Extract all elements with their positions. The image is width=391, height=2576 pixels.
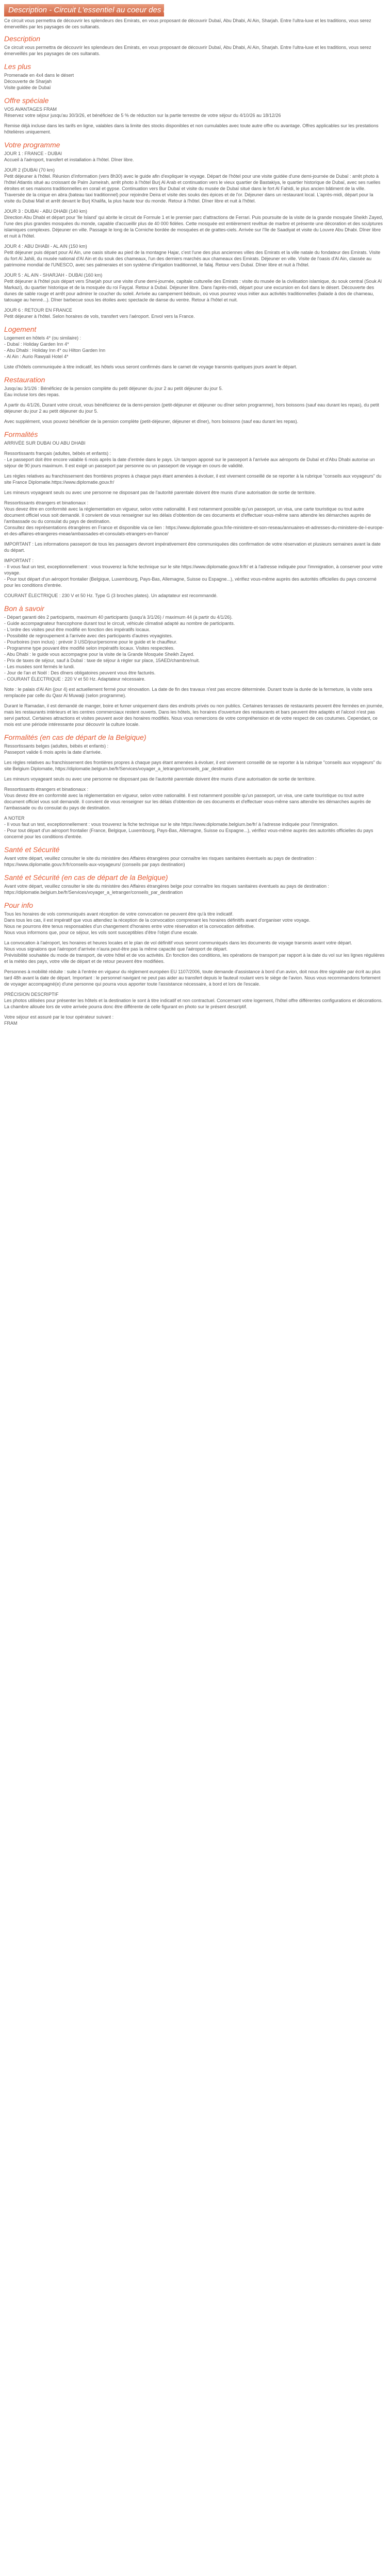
section-paragraph: A NOTER - Il vous faut un test, exceptionnellement : vous trouverez la fiche technique sur le site https://www.diplomatie.belgium.be/fr/ à l'adresse indiquée pour l'immigration. - Pour tout départ d'un aéroport frontalier (France, Belgique, Luxembourg, Pays-Bas, Allemagne, Suisse ou Espagne...), vérifiez vous-même auprès des autorités officielles du pays concerné pour les conditions d'entrée.: [4, 816, 373, 839]
section-paragraph: La convocation à l'aéroport, les horaires et heures locales et le plan de vol définitif vous seront communiqués dans les documents de voyage transmis avant votre départ. Nous vous signalons que l'aéroport d'arrivée n'aura peut-être pas la même capacité que l'aéroport de départ. Prévisibilité souhaitée du mode de transport, de votre hôtel et de vos activités. En fonction des conditions, les opérations de transport par rapport à la date du vol sur les lignes régulières et la météo des pays, votre ville de départ et de retour peuvent être modifiées.: [4, 940, 385, 964]
section-title: Restauration: [4, 376, 45, 384]
section-paragraph: JOUR 4 : ABU DHABI - AL AIN (150 km) Petit déjeuner puis départ pour Al Ain, une oasis située au pied de la montagne Hajar, c'est l'une des plus anciennes villes des Emirats et la ville natale du fondateur des Emirats. Visite du fort Al Jahili, du musée national d'Al Ain et du souk des chameaux, l'un des derniers marchés aux chameaux des Emirats. Déjeuner en ville. Visite de l'oasis d'Al Ain, classée au patrimoine mondial de l'UNESCO, avec ses palmeraies et son système d'irrigation traditionnel, le falaj. Retour vers Dubaï. Dîner libre et nuit à l'hôtel.: [4, 244, 381, 267]
section-paragraph: JOUR 6 : RETOUR EN FRANCE Petit déjeuner à l'hôtel. Selon horaires de vols, transfert vers l'aéroport. Envol vers la France.: [4, 308, 195, 319]
section-paragraph: Les mineurs voyageant seuls ou avec une personne ne disposant pas de l'autorité parentale doivent être munis d'une autorisation de sortie de territoire.: [4, 776, 316, 782]
section-title: Santé et Sécurité: [4, 845, 60, 854]
section-title: Bon à savoir: [4, 604, 44, 613]
section-paragraph: Personnes à mobilité réduite : suite à l'entrée en vigueur du règlement européen EU 1107/2006, toute demande d'assistance à bord d'un avion, doit nous être signalée par écrit au plus tard 48h avant la date de départ. Important : le personnel navigant ne peut pas aider au transfert depuis le fauteuil roulant vers le siège de l'avion. Nous vous recommandons fortement de voyager accompagné(e) d'une personne qui pourra vous apporter toute l'assistance nécessaire, à bord et lors de l'escale.: [4, 969, 381, 987]
section-title: Formalités: [4, 430, 38, 438]
section-paragraph: Votre séjour est assuré par le tour opérateur suivant : FRAM: [4, 1014, 114, 1026]
section-paragraph: Avec supplément, vous pouvez bénéficier de la pension complète (petit-déjeuner, déjeuner et dîner), hors boissons (sauf eau durant les repas).: [4, 419, 299, 424]
section-title: Les plus: [4, 62, 31, 71]
section-paragraph: Promenade en 4x4 dans le désert Découverte de Sharjah Visite guidée de Dubaï: [4, 73, 74, 90]
section-paragraph: JOUR 1 : FRANCE - DUBAI Accueil à l'aéroport, transfert et installation à l'hôtel. Dîner libre.: [4, 151, 134, 162]
section-paragraph: COURANT ÉLECTRIQUE : 230 V et 50 Hz. Type G (3 broches plates). Un adaptateur est recommandé.: [4, 593, 218, 598]
intro-paragraph: Ce circuit vous permettra de découvrir les splendeurs des Emirats, en vous proposant de découvrir Dubaï, Abu Dhabi, Al Ain, Sharjah. Entre l'ultra-luxe et les traditions, vous serez émerveillés par les paysages de ces sultanats.: [4, 18, 371, 29]
section-paragraph: Ressortissants français (adultes, bébés et enfants) : - Le passeport doit être encore valable 6 mois après la date d'entrée dans le pays. Un tampon apposé sur le passeport à l'arrivée aux aéroports de Dubaï et d'Abu Dhabi autorise un séjour de 90 jours maximum. Il est exigé un passeport par personne ou un passeport de voyage en cours de validité.: [4, 451, 375, 468]
page: [0, 4, 391, 1026]
section-paragraph: IMPORTANT : Les informations passeport de tous les passagers devront impérativement être communiquées dès confirmation de votre réservation et plusieurs semaines avant la date du départ.: [4, 541, 381, 553]
section-paragraph: - Départ garanti dès 2 participants, maximum 40 participants (jusqu'à 3/1/26) / maximum 44 (à partir du 4/1/26). - Guide accompagnateur francophone durant tout le circuit, véhicule climatisé adapté au nombre de participants. - L'ordre des visites peut être modifié en fonction des impératifs locaux. - Possibilité de regroupement à l'arrivée avec des participants d'autres voyagistes. - Pourboires (non inclus) : prévoir 3 USD/jour/personne pour le guide et le chauffeur. - Programme type pouvant être modifié selon impératifs locaux. Visites respectées. - Abu Dhabi : le guide vous accompagne pour la visite de la Grande Mosquée Sheikh Zayed. - Prix de taxes de séjour, sauf à Dubaï : taxe de séjour à régler sur place, 15AED/chambre/nuit. - Les musées sont fermés le lundi. - Jour de l'an et Noël : Des dîners obligatoires peuvent vous être facturés. - COURANT ÉLECTRIQUE : 220 V et 50 Hz. Adaptateur nécessaire.: [4, 615, 235, 682]
section-paragraph: Les règles relatives au franchissement des frontières propres à chaque pays étant amenées à évoluer, il est vivement conseillé de se reporter à la rubrique "conseils aux voyageurs" du site Belgium Diplomatie, https://diplomatie.belgium.be/fr/Services/voyager_a_letranger/conseils_par_destination: [4, 760, 382, 771]
section-paragraph: IMPORTANT : - Il vous faut un test, exceptionnellement : vous trouverez la fiche technique sur le site https://www.diplomatie.gouv.fr/fr/ et à l'adresse indiquée pour l'immigration, à conserver pour votre voyage. - Pour tout départ d'un aéroport frontalier (Belgique, Luxembourg, Pays-Bas, Allemagne, Suisse ou Espagne...), vérifiez vous-même auprès des autorités officielles du pays concerné pour les conditions d'entrée.: [4, 558, 383, 588]
section-paragraph: JOUR 3 : DUBAI - ABU DHABI (140 km) Direction Abu Dhabi et départ pour 'Ile Island' qui abrite le circuit de Formule 1 et le premier parc d'attractions de Ferrari. Puis poursuite de la visite de la grande mosquée Sheikh Zayed, l'une des plus grandes mosquées du monde, capable d'accueillir plus de 40 000 fidèles. Cette mosquée est entièrement revêtue de marbre et présente une décoration et des sculptures islamiques complexes. Déjeuner en ville. Passage le long de la Corniche bordée de mosquées et de grattes-ciels. Arrivée sur l'île de Saadiyat et visite du Louvre Abu Dhabi. Dîner libre et nuit à l'hôtel.: [4, 209, 383, 239]
section-paragraph: PRÉCISION DESCRIPTIF Les photos utilisées pour présenter les hôtels et la destination le sont à titre indicatif et non contractuel. Concernant votre logement, l'hôtel offre différentes configurations et décorations. La chambre allouée lors de votre arrivée pourra donc être différente de celle figurant en photo sur le présent descriptif.: [4, 992, 383, 1009]
page-title-banner: Description - Circuit L'essentiel au coeur des Emirats ****: [4, 4, 164, 16]
section-paragraph: Durant le Ramadan, il est demandé de manger, boire et fumer uniquement dans des endroits privés ou non publics. Certaines terrasses de restaurants peuvent être fermées en journée, mais les restaurants intérieurs et les centres commerciaux restent ouverts. Dans les hôtels, les horaires d'ouverture des restaurants et bars peuvent être adaptés et l'alcool n'est pas servi partout. Certaines attractions et visites peuvent avoir des horaires modifiés. Nous vous remercions de votre compréhension et de votre respect de ces coutumes. Cependant, ce mois est une période intéressante pour découvrir la culture locale.: [4, 703, 384, 727]
section-paragraph: Liste d'hôtels communiquée à titre indicatif, les hôtels vous seront confirmés dans le carnet de voyage transmis quelques jours avant le départ.: [4, 364, 298, 369]
section-title: Votre programme: [4, 141, 60, 149]
section-title: Formalités (en cas de départ de la Belgique): [4, 733, 146, 741]
section-title: Pour info: [4, 901, 34, 909]
section-paragraph: Avant votre départ, veuillez consulter le site du ministère des Affaires étrangères pour connaître les risques sanitaires éventuels au pays de destination : https://www.diplomatie.gouv.fr/fr/conseils-aux-voyageurs/ (conseils par pays destination): [4, 856, 317, 867]
section-title: Santé et Sécurité (en cas de départ de la Belgique): [4, 873, 168, 882]
section-paragraph: A partir du 4/1/26, Durant votre circuit, vous bénéficierez de la demi-pension (petit-déjeuner et déjeuner ou dîner selon programme), hors boissons (sauf eau durant les repas), du petit déjeuner du jour 2 au petit déjeuner du jour 5.: [4, 402, 379, 414]
section-title: Logement: [4, 325, 37, 333]
section-paragraph: Tous les horaires de vols communiqués avant réception de votre convocation ne peuvent être qu'à titre indicatif. Dans tous les cas, il est impératif que vous attendiez la réception de la convocation comprenant les horaires définitifs avant d'organiser votre voyage. Nous ne pourrons être tenus responsables d'un changement d'horaires entre votre réservation et la convocation définitive. Nous vous informons que, pour ce séjour, les vols sont susceptibles d'être l'objet d'une escale.: [4, 911, 311, 935]
section-paragraph: Ressortissants étrangers et binationaux : Vous devez être en conformité avec la réglementation en vigueur, selon votre nationalité. Il est notamment possible qu'un passeport, un visa, une carte touristique ou tout autre document officiel vous soit demandé. Il convient de vous renseigner sur les délais d'obtention de ces documents et d'effectuer vous-même sans attendre les démarches auprès de l'ambassade ou du consulat du pays de destination.: [4, 787, 371, 810]
section-paragraph: Ressortissants étrangers et binationaux : Vous devez être en conformité avec la réglementation en vigueur, selon votre nationalité. Il est notamment possible qu'un passeport, un visa, une carte touristique ou tout autre document officiel vous soit demandé. Il convient de vous renseigner sur les délais d'obtention de ces documents et d'effectuer vous-même sans attendre les démarches auprès de l'ambassade ou du consulat du pays de destination. Consultez des représentations étrangères en France et disponible via ce lien : https://www.diplomatie.gouv.fr/le-ministere-et-son-reseau/annuaires-et-adresses-du-ministere-de-l-europe-et-des-affaires-etrangeres-meae/ambassades-et-consulats-etrangers-en-france/: [4, 500, 384, 536]
section-paragraph: Les règles relatives au franchissement des frontières propres à chaque pays étant amenées à évoluer, il est vivement conseillé de se reporter à la rubrique "conseils aux voyageurs" du site France Diplomatie.https://www.diplomatie.gouv.fr/: [4, 473, 382, 485]
section-paragraph: Jusqu'au 3/1/26 : Bénéficiez de la pension complète du petit déjeuner du jour 2 au petit déjeuner du jour 5. Eau incluse lors des repas.: [4, 386, 223, 397]
section-paragraph: Ressortissants belges (adultes, bébés et enfants) : Passeport valide 6 mois après la date d'arrivée.: [4, 743, 109, 755]
section-title: Description: [4, 35, 41, 43]
section-paragraph: Avant votre départ, veuillez consulter le site du ministère des Affaires étrangères belge pour connaître les risques sanitaires éventuels au pays de destination : https://diplomatie.belgium.be/fr/Services/voyager_a_letranger/conseils_par_destination: [4, 884, 330, 895]
section-paragraph: Ce circuit vous permettra de découvrir les splendeurs des Emirats, en vous proposant de découvrir Dubaï, Abu Dhabi, Al Ain, Sharjah. Entre l'ultra-luxe et les traditions, vous serez émerveillés par les paysages de ces sultanats.: [4, 45, 371, 56]
section-paragraph: JOUR 5 : AL AIN - SHARJAH - DUBAI (160 km) Petit déjeuner à l'hôtel puis départ vers Sharjah pour une visite d'une demi-journée, capitale culturelle des Emirats : visite du musée de la civilisation islamique, du souk central (Souk Al Markazi), du quartier historique et de la mosquée du roi Fayçal. Retour à Dubaï. Déjeuner libre. Dans l'après-midi, départ pour une excursion en 4x4 dans le désert. Découverte des dunes de sable rouge et arrêt pour admirer le coucher du soleil. Arrivée au campement bédouin, où vous pourrez vous initier aux activités traditionnelles (balade à dos de chameau, tatouage au henné...). Dîner barbecue sous les étoiles avec spectacle de danse du ventre. Retour à l'hôtel et nuit.: [4, 273, 382, 302]
section-paragraph: Remise déjà incluse dans les tarifs en ligne, valables dans la limite des stocks disponibles et non cumulables avec toute autre offre ou avantage. Offres applicables sur les prestations hôtelières uniquement.: [4, 123, 379, 134]
section-paragraph: Logement en hôtels 4* (ou similaire) : - Dubaï : Holiday Garden Inn 4* - Abu Dhabi : Holiday Inn 4* ou Hilton Garden Inn - Al Ain : Aurio Rawyali Hotel 4*: [4, 335, 106, 359]
section-paragraph: VOS AVANTAGES FRAM Réservez votre séjour jusqu'au 30/3/26, et bénéficiez de 5 % de réduction sur la partie terrestre de votre séjour du 4/10/26 au 18/12/26: [4, 107, 281, 118]
section-paragraph: ARRIVÉE SUR DUBAI OU ABU DHABI: [4, 440, 86, 446]
content: [0, 16, 391, 1026]
section-title: Offre spéciale: [4, 96, 49, 105]
section-paragraph: Note : le palais d'Al Ain (jour 4) est actuellement fermé pour rénovation. La date de fin des travaux n'est pas encore déterminée. Durant toute la durée de la fermeture, la visite sera remplacée par celle du Qasr Al Muwaiji (selon programme).: [4, 687, 372, 698]
section-paragraph: Les mineurs voyageant seuls ou avec une personne ne disposant pas de l'autorité parentale doivent être munis d'une autorisation de sortie de territoire.: [4, 490, 316, 495]
section-paragraph: JOUR 2 (DUBAI (70 km) Petit déjeuner à l'hôtel. Réunion d'information (vers 8h30) avec le guide afin d'expliquer le voyage. Départ de l'hôtel pour une visite guidée d'une demi-journée de Dubaï : arrêt photo à l'hôtel Atlantis situé au croissant de Palm Jumeirah, arrêt photo à l'hôtel Burj Al Arab et continuation vers le vieux quartier de Bastakiya, le quartier historique de Dubaï, avec ses ruelles étroites et ses maisons traditionnelles en corail et gypse. Continuation vers Bur Dubaï et visite du musée de Dubaï situé dans le fort Al Fahidi, le plus ancien bâtiment de la ville. Traversée de la crique en abra (bateau taxi traditionnel) pour rejoindre Deira et visite des souks des épices et de l'or. Déjeuner dans un restaurant local. L'après-midi, départ pour la visite du Dubai Mall et arrêt devant le Burj Khalifa, la plus haute tour du monde. Retour à l'hôtel. Dîner libre et nuit à l'hôtel.: [4, 167, 381, 204]
